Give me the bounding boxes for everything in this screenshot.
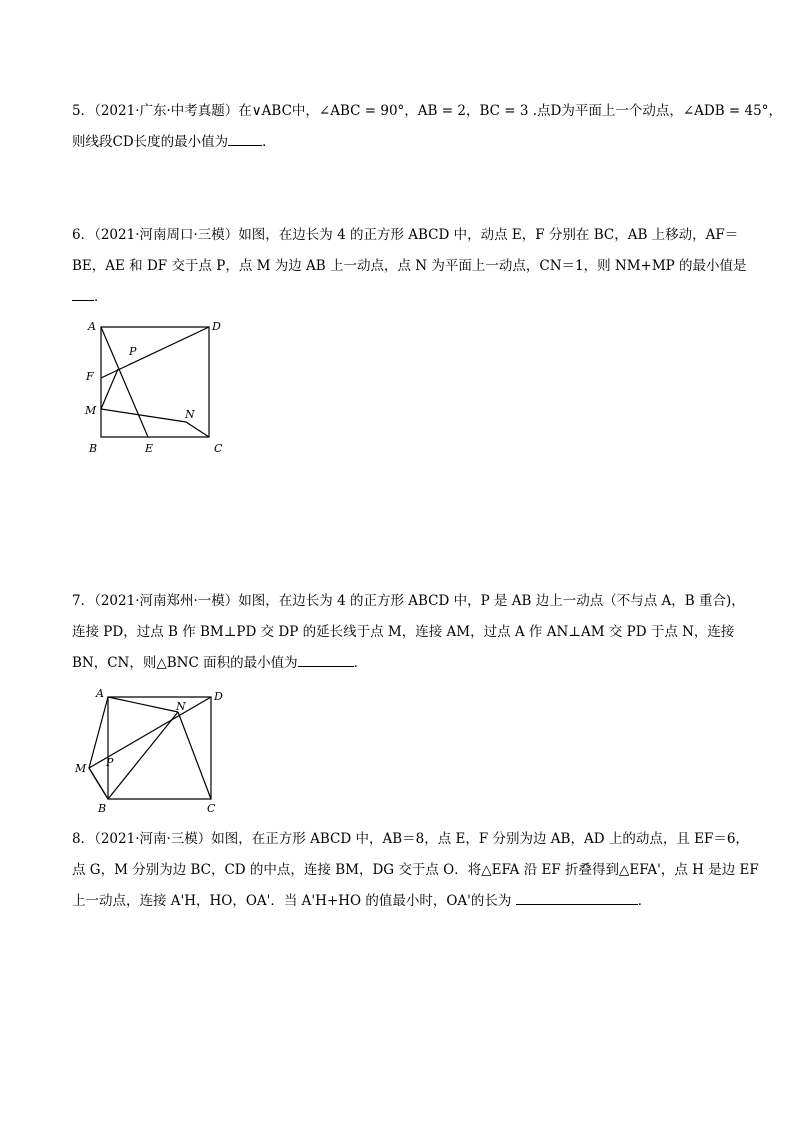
question-7-line-3: BN，CN，则△BNC 面积的最小值为 ． [72, 648, 732, 679]
question-6-line-2: BE，AE 和 DF 交于点 P，点 M 为边 AB 上一动点，点 N 为平面上一动点，CN＝1，则 NM+MP 的最小值是 [72, 258, 747, 274]
question-6-line-3: ． [72, 282, 732, 313]
label-d: D [212, 320, 221, 333]
question-number: 8． [72, 831, 95, 847]
question-8 [72, 824, 759, 917]
label-m: M [85, 404, 97, 417]
answer-blank[interactable] [298, 652, 354, 667]
label-p: P [129, 345, 137, 358]
question-6-figure [80, 318, 230, 460]
label-n: N [176, 700, 186, 713]
question-5 [72, 96, 782, 158]
label-m: M [75, 762, 87, 775]
question-8-line-1: 8．（2021·河南·三模）如图，在正方形 ABCD 中，AB＝8，点 E，F 分别为边 AB，AD 上的动点，且 EF＝6， [72, 831, 749, 847]
label-c: C [207, 802, 216, 815]
question-7-line-2: 连接 PD，过点 B 作 BM⊥PD 交 DP 的延长线于点 M，连接 AM，过点 A 作 AN⊥AM 交 PD 于点 N，连接 [72, 624, 735, 640]
question-7-line-1: 7．（2021·河南郑州·一模）如图，在边长为 4 的正方形 ABCD 中，P 是 AB 边上一动点（不与点 A，B 重合)， [72, 593, 745, 609]
segment-cn [178, 712, 211, 799]
segment-mb [89, 768, 108, 799]
label-a: A [88, 320, 96, 333]
label-b: B [89, 442, 98, 455]
question-7-figure [70, 684, 230, 816]
label-d: D [214, 690, 223, 703]
question-6-line-1: 6．（2021·河南周口·三模）如图，在边长为 4 的正方形 ABCD 中，动点 E，F 分别在 BC，AB 上移动，AF＝ [72, 227, 739, 243]
label-p: P [106, 756, 114, 769]
segment-ae [101, 327, 148, 437]
answer-blank[interactable] [72, 286, 94, 301]
question-number: 6． [72, 227, 95, 243]
segment-an [108, 697, 178, 712]
question-5-line-1: 5．（2021·广东·中考真题）在∨ABC中，∠ABC = 90°，AB = 2，BC = 3 .点D为平面上一个动点，∠ADB = 45°， [72, 103, 782, 119]
segment-mp [101, 369, 118, 409]
segment-bn [108, 712, 178, 799]
question-number: 5． [72, 103, 95, 119]
answer-blank[interactable] [228, 131, 262, 146]
question-number: 7． [72, 593, 95, 609]
answer-blank[interactable] [516, 890, 638, 905]
question-7 [72, 586, 745, 679]
question-8-line-2: 点 G，M 分别为边 BC，CD 的中点，连接 BM，DG 交于点 O．将△EFA 沿 EF 折叠得到△EFA'，点 H 是边 EF [72, 862, 759, 878]
label-c: C [214, 442, 223, 455]
label-f: F [86, 370, 94, 383]
question-8-line-3: 上一动点，连接 A'H，HO，OA'．当 A'H+HO 的值最小时，OA'的长为 ． [72, 886, 732, 917]
question-6 [72, 220, 747, 313]
label-a: A [96, 687, 104, 700]
question-5-line-2: 则线段CD长度的最小值为 ． [72, 127, 732, 158]
label-b: B [98, 802, 107, 815]
label-e: E [145, 442, 154, 455]
label-n: N [185, 408, 195, 421]
